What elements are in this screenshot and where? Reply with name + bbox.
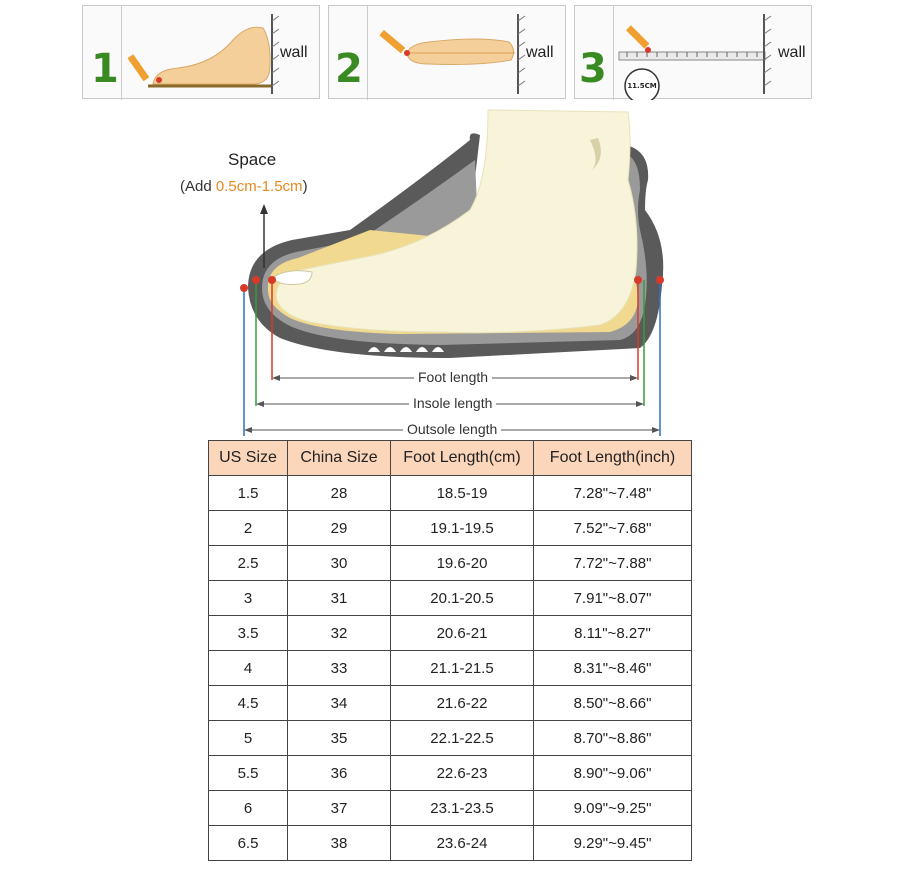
table-row — [209, 651, 692, 686]
cell-foot-length-inch: 7.28"~7.48" — [534, 476, 692, 511]
outsole-front-marker — [240, 284, 248, 292]
cell-foot-length-inch: 9.09"~9.25" — [534, 791, 692, 826]
foot-front-marker — [268, 276, 276, 284]
cell-foot-length-inch: 8.70"~8.86" — [534, 721, 692, 756]
size-chart-table — [208, 440, 692, 861]
cell-china-size: 36 — [288, 756, 391, 791]
table-row — [209, 581, 692, 616]
ruler-badge: 11.5CM — [627, 82, 657, 90]
space-note-value: 0.5cm-1.5cm — [215, 178, 303, 195]
shoe-diagram — [0, 100, 900, 440]
cell-foot-length-inch: 7.91"~8.07" — [534, 581, 692, 616]
step-number-1: 1 — [91, 46, 119, 92]
cell-foot-length-inch: 8.90"~9.06" — [534, 756, 692, 791]
cell-china-size: 30 — [288, 546, 391, 581]
cell-us-size: 4.5 — [209, 686, 288, 721]
space-note: (Add 0.5cm-1.5cm) — [180, 178, 308, 195]
cell-foot-length-cm: 20.1-20.5 — [391, 581, 534, 616]
cell-china-size: 32 — [288, 616, 391, 651]
foot-shape — [276, 110, 637, 333]
table-row — [209, 826, 692, 861]
wall-label-3: wall — [778, 44, 806, 61]
table-row — [209, 476, 692, 511]
cell-foot-length-cm: 18.5-19 — [391, 476, 534, 511]
table-row — [209, 616, 692, 651]
cell-foot-length-cm: 20.6-21 — [391, 616, 534, 651]
cell-us-size: 6 — [209, 791, 288, 826]
cell-china-size: 31 — [288, 581, 391, 616]
cell-us-size: 4 — [209, 651, 288, 686]
header-foot-length-cm: Foot Length(cm) — [391, 441, 534, 476]
cell-china-size: 33 — [288, 651, 391, 686]
header-china-size: China Size — [288, 441, 391, 476]
cell-us-size: 5 — [209, 721, 288, 756]
step-number-3: 3 — [579, 46, 607, 92]
cell-foot-length-inch: 7.52"~7.68" — [534, 511, 692, 546]
cell-us-size: 6.5 — [209, 826, 288, 861]
cell-foot-length-inch: 8.31"~8.46" — [534, 651, 692, 686]
cell-us-size: 2.5 — [209, 546, 288, 581]
cell-us-size: 2 — [209, 511, 288, 546]
header-foot-length-inch: Foot Length(inch) — [534, 441, 692, 476]
wall-label-2: wall — [526, 44, 554, 61]
cell-foot-length-cm: 19.6-20 — [391, 546, 534, 581]
cell-foot-length-cm: 21.1-21.5 — [391, 651, 534, 686]
cell-foot-length-cm: 21.6-22 — [391, 686, 534, 721]
table-row — [209, 546, 692, 581]
table-row — [209, 756, 692, 791]
insole-front-marker — [252, 276, 260, 284]
cell-us-size: 3 — [209, 581, 288, 616]
table-row — [209, 791, 692, 826]
cell-foot-length-inch: 8.11"~8.27" — [534, 616, 692, 651]
cell-china-size: 29 — [288, 511, 391, 546]
step-panel-2 — [328, 5, 566, 99]
step-panel-1 — [82, 5, 320, 99]
cell-us-size: 3.5 — [209, 616, 288, 651]
cell-foot-length-inch: 8.50"~8.66" — [534, 686, 692, 721]
cell-china-size: 35 — [288, 721, 391, 756]
space-label: Space — [228, 150, 277, 169]
table-header-row — [209, 441, 692, 476]
cell-china-size: 34 — [288, 686, 391, 721]
table-row — [209, 686, 692, 721]
step-panel-3 — [574, 5, 812, 99]
outsole-back-marker — [656, 276, 664, 284]
cell-foot-length-cm: 23.6-24 — [391, 826, 534, 861]
outsole-length-label: Outsole length — [403, 421, 501, 437]
cell-us-size: 5.5 — [209, 756, 288, 791]
table-row — [209, 511, 692, 546]
foot-back-marker — [634, 276, 642, 284]
foot-length-label: Foot length — [414, 369, 492, 385]
insole-length-label: Insole length — [409, 395, 496, 411]
cell-us-size: 1.5 — [209, 476, 288, 511]
table-row — [209, 721, 692, 756]
cell-foot-length-cm: 22.6-23 — [391, 756, 534, 791]
cell-foot-length-inch: 7.72"~7.88" — [534, 546, 692, 581]
cell-china-size: 28 — [288, 476, 391, 511]
wall-label-1: wall — [280, 44, 308, 61]
header-us-size: US Size — [209, 441, 288, 476]
cell-foot-length-inch: 9.29"~9.45" — [534, 826, 692, 861]
cell-china-size: 38 — [288, 826, 391, 861]
cell-foot-length-cm: 19.1-19.5 — [391, 511, 534, 546]
cell-china-size: 37 — [288, 791, 391, 826]
cell-foot-length-cm: 22.1-22.5 — [391, 721, 534, 756]
step-number-2: 2 — [335, 46, 363, 92]
cell-foot-length-cm: 23.1-23.5 — [391, 791, 534, 826]
